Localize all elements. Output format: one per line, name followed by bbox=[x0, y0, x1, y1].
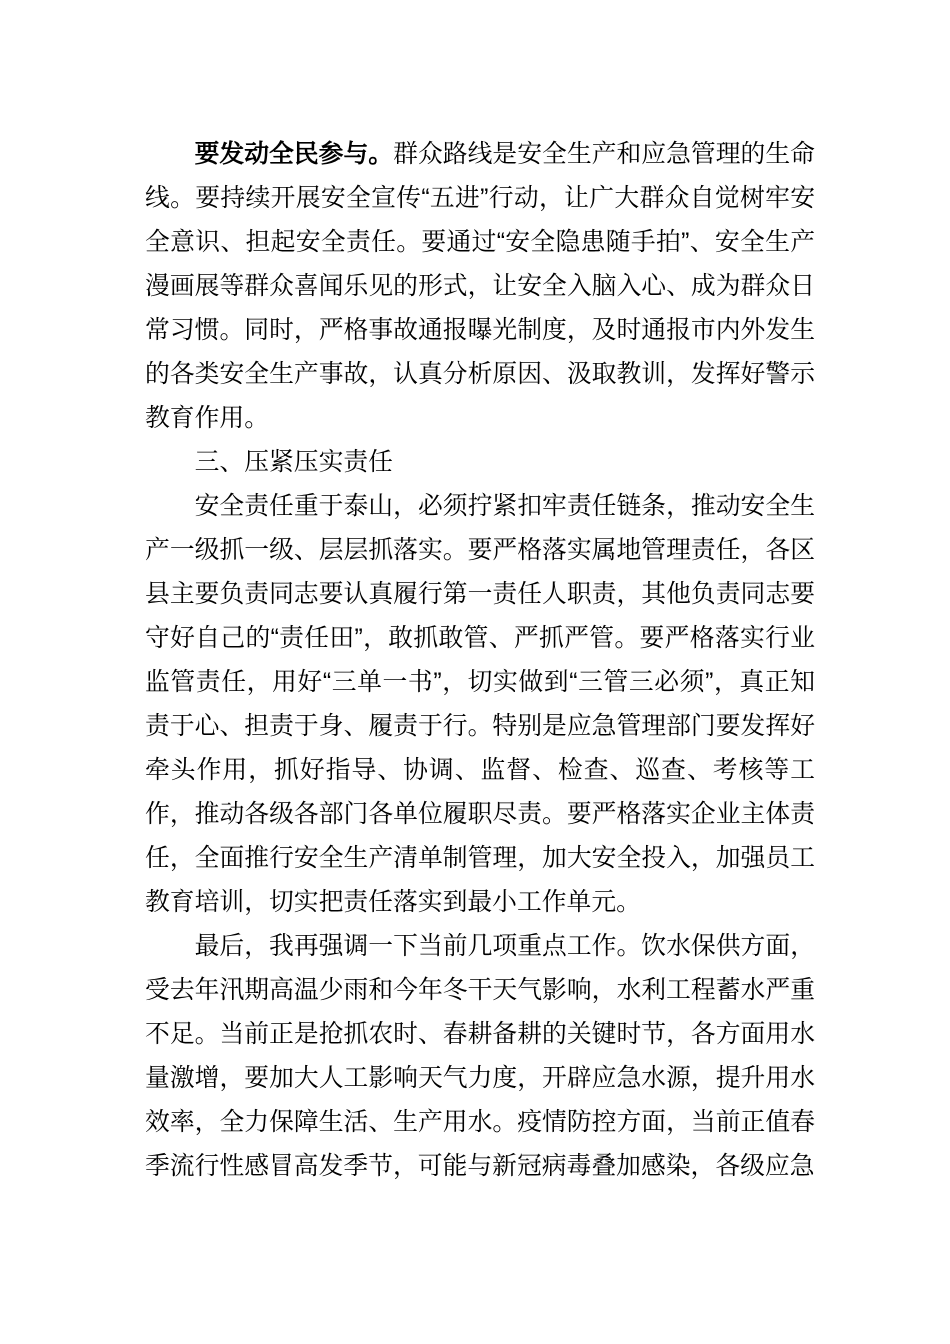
paragraph-responsibility-chain: 安全责任重于泰山，必须拧紧扣牢责任链条，推动安全生产一级抓一级、层层抓落实。要严格落实属地管理责任，各区县主要负责同志要认真履行第一责任人职责，其他负责同志要守好自己的“责任田”，敢抓敢管、严抓严管。要严格落实行业监管责任，用好“三单一书”，切实做到“三管三必须”，真正知责于心、担责于身、履责于行。特别是应急管理部门要发挥好牵头作用，抓好指导、协调、监督、检查、巡查、考核等工作，推动各级各部门各单位履职尽责。要严格落实企业主体责任，全面推行安全生产清单制管理，加大安全投入，加强员工教育培训，切实把责任落实到最小工作单元。 bbox=[145, 493, 815, 916]
document-text-block bbox=[145, 0, 815, 1189]
paragraph-mobilize-public bbox=[145, 133, 815, 441]
paragraph-body-text: 群众路线是安全生产和应急管理的生命线。要持续开展安全宣传“五进”行动，让广大群众自觉树牢安全意识、担起安全责任。要通过“安全隐患随手拍”、安全生产漫画展等群众喜闻乐见的形式，让安全入脑入心、成为群众日常习惯。同时，严格事故通报曝光制度，及时通报市内外发生的各类安全生产事故，认真分析原因、汲取教训，发挥好警示教育作用。 bbox=[145, 141, 815, 432]
paragraph-key-tasks: 最后，我再强调一下当前几项重点工作。饮水保供方面，受去年汛期高温少雨和今年冬干天气影响，水利工程蓄水严重不足。当前正是抢抓农时、春耕备耕的关键时节，各方面用水量激增，要加大人工影响天气力度，开辟应急水源，提升用水效率，全力保障生活、生产用水。疫情防控方面，当前正值春季流行性感冒高发季节，可能与新冠病毒叠加感染，各级应急 bbox=[145, 933, 815, 1180]
section-heading-compact-responsibility: 三、压紧压实责任 bbox=[194, 449, 393, 476]
paragraph-bold-lead: 要发动全民参与。 bbox=[194, 141, 394, 168]
